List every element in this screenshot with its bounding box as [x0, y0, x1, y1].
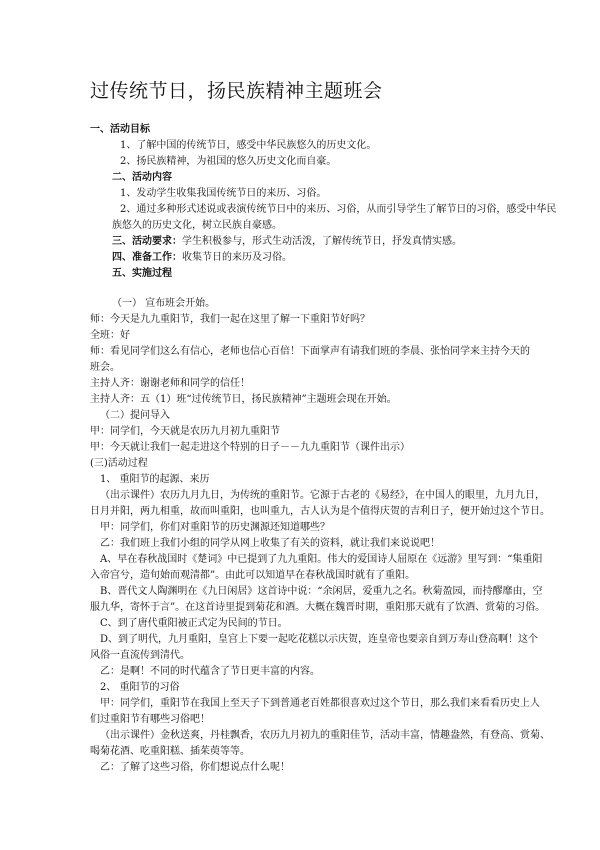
section-heading-content: 二、活动内容: [112, 172, 172, 183]
paragraph: 2、 重阳节的习俗: [100, 682, 180, 693]
paragraph: 师：看见同学们这么有信心，老师也信心百倍！下面掌声有请我们班的李晨、张怡同学来主持今天的: [90, 346, 530, 357]
section-preparation: [112, 252, 542, 264]
paragraph: 甲：同学们，重阳节在我国上至天子下到普通老百姓都很喜欢过这个节日，那么我们来看看历史上人: [100, 698, 540, 709]
content-item-2: 2、通过多种形式述说或表演传统节日中的来历、习俗，从而引导学生了解节日的习俗，感受中华民: [120, 204, 557, 215]
requirements-label: 三、活动要求：: [112, 236, 182, 247]
paragraph: 甲：同学们，你们对重阳节的历史渊源还知道哪些？: [100, 522, 330, 533]
preparation-text: 收集节日的来历及习俗。: [182, 252, 292, 263]
paragraph: (三)活动过程: [90, 458, 148, 469]
paragraph: 1、 重阳节的起源、来历: [100, 474, 210, 485]
preparation-label: 四、准备工作：: [112, 252, 182, 263]
paragraph: 日月并阳，两九相重，故而叫重阳，也叫重九，古人认为是个值得庆贺的吉利日子，便开始过这个节日。: [90, 506, 550, 517]
document-title: 过传统节日，扬民族精神主题班会: [90, 80, 383, 102]
requirements-text: 学生积极参与，形式生动活泼，了解传统节日，抒发真情实感。: [182, 236, 462, 247]
paragraph: 乙：我们班上我们小组的同学从网上收集了有关的资料，就让我们来说说吧！: [100, 538, 440, 549]
paragraph: 风俗一直流传到清代。: [90, 650, 190, 661]
paragraph: 乙：是啊！不同的时代蕴含了节日更丰富的内容。: [100, 666, 320, 677]
paragraph: 主持人齐：谢谢老师和同学的信任！: [90, 378, 250, 389]
section-requirements: [112, 236, 542, 248]
paragraph: 班会。: [90, 362, 120, 373]
content-item-1: 1、发动学生收集我国传统节日的来历、习俗。: [120, 188, 327, 199]
paragraph: 师：今天是九九重阳节，我们一起在这里了解一下重阳节好吗？: [90, 314, 370, 325]
paragraph: B、晋代文人陶渊明在《九日闲居》这首诗中说：“余闲居，爱重九之名。秋菊盈园，而持醪靡由，空: [100, 586, 543, 597]
section-heading-process: 五、实施过程: [112, 268, 172, 279]
paragraph: 入帝宫兮，造旬始而观清都”。由此可以知道早在春秋战国时就有了重阳。: [90, 570, 416, 581]
paragraph: 甲：同学们，今天就是农历九月初九重阳节: [90, 426, 280, 437]
paragraph: 服九华，寄怀于言”。在这首诗里提到菊花和酒。大概在魏晋时期，重阳那天就有了饮酒、赏菊的习俗。: [90, 602, 546, 613]
paragraph: （出示课件）金秋送爽，丹桂飘香，农历九月初九的重阳佳节，活动丰富，情趣盎然，有登高、赏菊、: [100, 730, 550, 741]
goal-item-2: 2、扬民族精神，为祖国的悠久历史文化而自豪。: [120, 156, 337, 167]
paragraph: 乙：了解了这些习俗，你们想说点什么呢！: [100, 762, 290, 773]
paragraph: 们过重阳节有哪些习俗吧！: [90, 714, 210, 725]
goal-item-1: 1、了解中国的传统节日，感受中华民族悠久的历史文化。: [120, 140, 377, 151]
paragraph: A、早在春秋战国时《楚词》中已提到了九九重阳。伟大的爱国诗人屈原在《远游》里写到：“集重阳: [100, 554, 543, 565]
content-item-2-cont: 族悠久的历史文化，树立民族自豪感。: [112, 220, 282, 231]
paragraph: 甲：今天就让我们一起走进这个特别的日子－－九九重阳节（课件出示）: [90, 442, 410, 453]
paragraph: 喝菊花酒、吃重阳糕、插茱萸等等。: [90, 746, 250, 757]
paragraph: C、到了唐代重阳被正式定为民间的节日。: [100, 618, 288, 629]
paragraph: （出示课件）农历九月九日，为传统的重阳节。它源于古老的《易经》，在中国人的眼里，九月九日，: [100, 490, 545, 501]
section-heading-goals: 一、活动目标: [90, 124, 150, 135]
paragraph: （二）提问导入: [100, 410, 170, 421]
paragraph: 主持人齐：五（1）班“过传统节日，扬民族精神”主题班会现在开始。: [90, 394, 397, 405]
paragraph: （一） 宣布班会开始。: [112, 298, 216, 309]
paragraph: 全班：好: [90, 330, 130, 341]
paragraph: D、到了明代，九月重阳，皇宫上下要一起吃花糕以示庆贺，连皇帝也要亲自到万寿山登高啊！这个: [100, 634, 539, 645]
